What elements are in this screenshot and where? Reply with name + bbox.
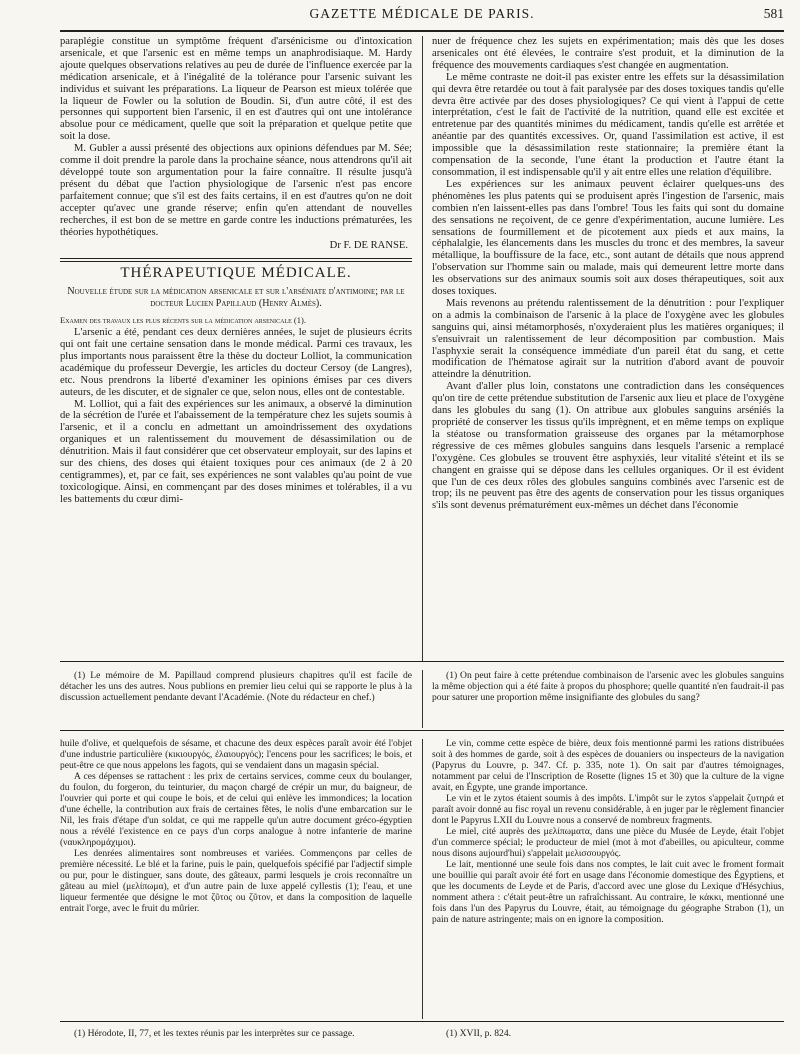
paragraph: Les denrées alimentaires sont nombreuses et variées. Commençons par celles de première nécessité. Le blé et la farine, puis le pain, quelquefois spécifié par l'adjectif simple ou pur, pour le distinguer, sans doute, des gâteaux, parmi lesquels je crois reconnaître un gâteau au miel (μελίπωμα), et d'un autre pain de luxe appelé cyllestis (1); l'eau, et une liqueur fermentée que désigne le mot ζῦτος ou ζῦτον, et dans la composition de laquelle entrait l'orge, avec le fruit du mûrier. (60, 849, 412, 914)
top-footnotes (60, 661, 784, 731)
article-subtitle: Nouvelle étude sur la médication arsenicale et sur l'arséniate d'antimoine; par le docteur Lucien Papillaud (Henry Almès). (67, 286, 405, 309)
bottom-footnotes (60, 1021, 784, 1039)
footnote (432, 1028, 784, 1039)
column-rule (422, 670, 423, 728)
paragraph: huile d'olive, et quelquefois de sésame, et chacune des deux espèces paraît avoir été l'objet d'une industrie particulière (κικιουργός, ἐλαιουργός); l'encens pour les sacrifices; le bois, et peut-être ce que nous appelons les fagots, qui se vendaient dans un magasin spécial. (60, 739, 412, 771)
paragraph: Le lait, mentionné une seule fois dans nos comptes, le lait cuit avec le froment formait une bouillie qui paraît avoir été fort en usage dans l'économie domestique des Égyptiens, et que les documents de Leyde et de Paris, d'accord avec une glose du Lexique d'Hésychius, nomment athera : c'était peut-être un rafraîchissant. Au contraire, le κάκκι, mentionné une fois dans l'un des Papyrus du Louvre, était, au témoignage du géographe Strabon (1), un pain de nature astringente; mais on en ignore la composition. (432, 860, 784, 925)
page-number: 581 (763, 6, 784, 21)
paragraph: Le même contraste ne doit-il pas exister entre les effets sur la désassimilation qui devra être retardée ou tout à fait paralysée par des doses toxiques tandis qu'elle devra être activée par des doses physiologiques? Ce qui vient à l'appui de cette interprétation, c'est le fait de l'activité de la nutrition, quand elle est excitée et entretenue par des quantités minimes du médicament, tandis qu'elle est arrêtée et anéantie par des quantités excessives. Or, quand l'assimilation est active, il est impossible que la désassimilation reste stationnaire; la première étant la compensation de la seconde, l'une étant la production et l'autre étant la consommation, il est indispensable qu'il y ait entre elles une relation d'équilibre. (432, 71, 784, 178)
extract-heading: Examen des travaux les plus récents sur la médication arsenicale (1). (60, 315, 306, 326)
paragraph: Le vin, comme cette espèce de bière, deux fois mentionné parmi les rations distribuées soit à des hommes de garde, soit à des espèces de douaniers ou inspecteurs de la navigation (Papyrus du Louvre, p. 347. Cf. p. 335, note 1). On sait par d'autres témoignages, notamment par celui de l'Inscription de Rosette (lignes 15 et 30) que la culture de la vigne avait, en Égypte, une grande importance. (432, 739, 784, 793)
paragraph: M. Gubler a aussi présenté des objections aux opinions défendues par M. Sée; comme il doit prendre la parole dans la prochaine séance, nous attendrons qu'il ait développé toute son argumentation pour la faire connaître. Il résulte jusqu'à présent du débat que l'action physiologique de l'arsenic n'est pas encore parfaitement connue; que s'il est des faits certains, il en est d'autres qu'on ne doit accepter qu'avec une grande réserve; enfin qu'en attendant de nouvelles recherches, il est bon de se mettre en garde contre les inductions prématurées, les théories hypothétiques. (60, 143, 412, 238)
bottom-columns (60, 739, 784, 1019)
footnote-text: (1) XVII, p. 824. (446, 1028, 512, 1039)
paragraph: A ces dépenses se rattachent : les prix de certains services, comme ceux du boulanger, du foulon, du forgeron, du teinturier, du maçon chargé de crépir un mur, du baigneur, de l'ouvrier qui porte et qui coupe le bois, et de celui qui enlève les immondices; la location d'une échelle, la contribution aux frais de certaines fêtes, le nolis d'une embarcation sur le Nil, les frais d'étape d'un soldat, ce qui me rappelle qu'un autre document gréco-égyptien nous a révélé l'existence en ce pays d'un corps analogue à notre infanterie de marine (ναυκληρομάχιμοι). (60, 772, 412, 848)
paragraph: L'arsenic a été, pendant ces deux dernières années, le sujet de plusieurs écrits qui ont fait une certaine sensation dans le monde médical. Parmi ces travaux, les plus importants nous paraissent être la thèse du docteur Lolliot, la communication académique du professeur Devergie, les articles du docteur Cersoy (de Langres), etc. Nous prendrons la liberté d'examiner les opinions émises par ces divers auteurs, de les discuter, et de signaler ce que, selon nous, elles ont de contestable. (60, 327, 412, 398)
section-title: THÉRAPEUTIQUE MÉDICALE. (120, 265, 352, 282)
footnote (60, 670, 412, 728)
paragraph: Mais revenons au prétendu ralentissement de la dénutrition : pour l'expliquer on a admis la combinaison de l'arsenic à la place de l'oxygène avec les globules sanguins qui, ainsi métamorphosés, n'oxyderaient plus les matières organiques; il s'ensuivrait un ralentissement de leur décomposition par combustion. Mais l'asphyxie serait la conséquence immédiate d'un pareil état du sang, et cette modification de l'hématose agirait sur la nutrition d'abord avant de pouvoir atteindre la dénutrition. (432, 297, 784, 381)
bottom-left-column (60, 739, 412, 1019)
paragraph: nuer de fréquence chez les sujets en expérimentation; mais dès que les doses arsenicales ont été élevées, le contraire s'est produit, et la diminution de la fréquence des mouvements cardiaques s'est changée en augmentation. (432, 36, 784, 71)
paragraph: Le miel, cité auprès des μελίπωματα, dans une pièce du Musée de Leyde, était l'objet d'un commerce spécial; le producteur de miel (mot à mot d'abeilles, ou apiculteur, comme nous disons aujourd'hui) s'appelait μελισσουργός. (432, 827, 784, 859)
paragraph: Les expériences sur les animaux peuvent éclairer quelques-uns des phénomènes les plus patents qui se produisent après l'ingestion de l'arsenic, mais combien n'en laissent-elles pas dans l'ombre! Tous les faits qui sont du domaine des sensations ne reçoivent, de ce genre d'expérimentation, aucune lumière. Les sensations de fourmillement et de picotement aux pieds et aux mains, la céphalalgie, les élancements dans les muscles du tronc et des membres, la saveur métallique, la bouffissure de la face, etc., sont autant de détails que nous apprend l'observation sur l'homme sain ou malade, mais qui demeurent lettre morte dans les observations sur des animaux soumis soit aux doses thérapeutiques, soit aux doses toxiques. (432, 178, 784, 298)
paragraph: paraplégie constitue un symptôme fréquent d'arsénicisme ou d'intoxication arsenicale, et que l'arsenic est en même temps un anaphrodisiaque. M. Hardy ajoute quelques observations relatives au peu de durée de l'influence exercée par la médication arsenicale, et à l'inégalité de la tolérance pour l'arsenic suivant les individus et suivant les préparations. La liqueur de Pearson est mieux tolérée que la liqueur de Fowler ou la solution de Boudin. Si, d'un autre côté, il est des personnes qui supportent bien l'arsenic, il en est d'autres qui ont une intolérance absolue pour ce médicament, quelle que soit la préparation et quelque petite que soit la dose. (60, 36, 412, 143)
column-rule (422, 739, 423, 1019)
bottom-right-column (432, 739, 784, 1019)
top-right-column (432, 36, 784, 661)
footnote (432, 670, 784, 728)
top-left-column (60, 36, 412, 661)
section-divider (60, 258, 412, 262)
footnote-text: (1) On peut faire à cette prétendue combinaison de l'arsenic avec les globules sanguins la même objection qui a été faite à propos du phosphore; quelle quantité n'en faudrait-il pas pour saturer une proportion même insignifiante des globules du sang? (432, 670, 784, 703)
paragraph: M. Lolliot, qui a fait des expériences sur les animaux, a observé la diminution de la sécrétion de l'urée et l'abaissement de la température chez les sujets soumis à l'arsenic, et il a conclu en admettant un amoindrissement des oxydations organiques et un ralentissement du mouvement de désassimilation ou de dénutrition. Mais il faut considérer que cet observateur employait, sur des lapins et sur des chiens, des doses qui étaient toxiques pour ces animaux (de 2 à 20 centigrammes), et, par ce fait, ses expériences ne sont valables qu'au point de vue toxicologique. Ainsi, en commençant par des doses minimes et tolérables, il a vu les battements du cœur dimi- (60, 398, 412, 505)
running-title: GAZETTE MÉDICALE DE PARIS. (309, 6, 535, 21)
paragraph: Avant d'aller plus loin, constatons une contradiction dans les conséquences qu'on tire de cette prétendue substitution de l'arsenic aux lieu et place de l'oxygène dans les globules du sang (1). On attribue aux globules sanguins arséniés la propriété de conserver les tissus qu'ils imprègnent, et en même temps on explique la stéatose ou transformation graisseuse des organes par la métamorphose régressive de ces mêmes globules sanguins dans lesquels l'arsenic a remplacé l'oxygène. Ces globules se trouvent être asphyxiés, leur vitalité s'éteint et ils se changent en graisse qui se dépose dans les cellules organiques. Or il est évident que l'un de ces deux rôles des globules sanguins combinés avec l'arsenic est de trop; ils ne peuvent pas être des agents de conservation pour les tissus organiques s'ils sont devenus prématurément eux-mêmes un déchet dans l'économie (432, 381, 784, 512)
top-columns (60, 36, 784, 661)
column-rule (422, 36, 423, 661)
signature: Dr F. DE RANSE. (329, 240, 408, 252)
footnote (60, 1028, 412, 1039)
footnote-text: (1) Le mémoire de M. Papillaud comprend plusieurs chapitres qu'il est facile de détacher les uns des autres. Nous publions en premier lieu celui qui se rapporte le plus à la discussion actuellement pendante devant l'Académie. (Note du rédacteur en chef.) (60, 670, 412, 703)
paragraph: Le vin et le zytos étaient soumis à des impôts. L'impôt sur le zytos s'appelait ζυτηρά et paraît avoir donné au fisc royal un revenu considérable, à en juger par le règlement financier dont le Papyrus LXII du Louvre nous a conservé de nombreux fragments. (432, 794, 784, 826)
footnote-text: (1) Hérodote, II, 77, et les textes réunis par les interprètes sur ce passage. (74, 1028, 355, 1039)
page-header (60, 6, 784, 32)
